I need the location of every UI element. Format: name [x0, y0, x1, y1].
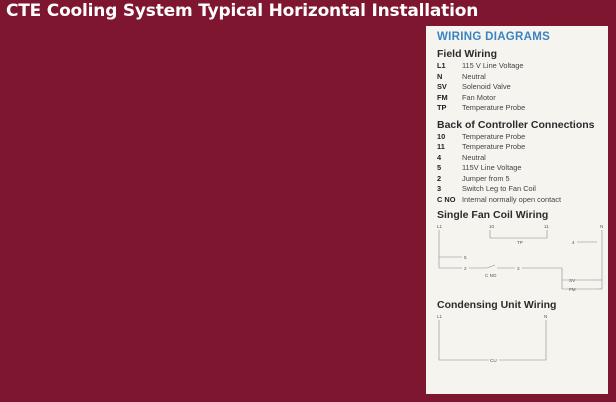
legend-code: 5 [437, 163, 442, 172]
list-item [437, 61, 608, 72]
list-item [437, 184, 608, 195]
condensing-unit-cu-label: CU [490, 358, 497, 363]
legend-desc: Temperature Probe [462, 103, 526, 112]
field-wiring-title: Field Wiring [437, 48, 497, 60]
list-item [437, 142, 608, 153]
terminal-11-label: 11 [544, 224, 549, 229]
legend-code: C NO [437, 194, 456, 204]
contact-cno-label: C NO [485, 273, 497, 278]
legend-desc: Internal normally open contact [462, 194, 562, 204]
terminal-4-label: 4 [572, 240, 575, 245]
legend-code: 3 [437, 184, 442, 193]
legend-code: FM [437, 92, 448, 102]
fan-motor-fm-label: FM [569, 287, 576, 292]
page-title: CTE Cooling System Typical Horizontal Installation [6, 1, 479, 21]
legend-desc: Neutral [462, 152, 486, 162]
solenoid-sv-label: SV [569, 278, 576, 283]
terminal-n-label: N [600, 224, 604, 229]
list-item [437, 153, 608, 164]
legend-desc: 115 V Line Voltage [462, 61, 524, 70]
legend-code: TP [437, 103, 447, 112]
condensing-unit-wiring-diagram [437, 312, 605, 368]
list-item [437, 72, 608, 83]
legend-code: 10 [437, 131, 446, 141]
list-item [437, 174, 608, 185]
list-item [437, 103, 608, 114]
legend-code: L1 [437, 61, 446, 70]
list-item [437, 132, 608, 143]
legend-desc: Jumper from 5 [462, 173, 510, 183]
controller-connections-list [437, 132, 608, 206]
legend-code: N [437, 71, 443, 81]
single-fan-coil-title: Single Fan Coil Wiring [437, 209, 549, 221]
terminal-2-label: 2 [464, 266, 467, 271]
condensing-unit-title: Condensing Unit Wiring [437, 299, 557, 311]
legend-desc: Switch Leg to Fan Coil [462, 184, 536, 193]
legend-desc: Solenoid Valve [462, 82, 511, 91]
legend-code: 4 [437, 152, 442, 162]
legend-desc: 115V Line Voltage [462, 163, 522, 172]
terminal-l1-label: L1 [437, 224, 443, 229]
fan-coil-wiring-diagram [437, 222, 605, 298]
legend-code: 11 [437, 142, 445, 151]
legend-desc: Fan Motor [462, 92, 496, 102]
field-wiring-list [437, 61, 608, 114]
list-item [437, 163, 608, 174]
legend-desc: Temperature Probe [462, 131, 526, 141]
legend-desc: Neutral [462, 71, 486, 81]
legend-code: SV [437, 82, 447, 91]
list-item [437, 195, 608, 206]
probe-tp-label: TP [517, 240, 523, 245]
terminal-10-label: 10 [489, 224, 495, 229]
legend-desc: Temperature Probe [462, 142, 526, 151]
terminal-5-label: 5 [464, 255, 467, 260]
terminal-3-label: 3 [517, 266, 520, 271]
list-item [437, 93, 608, 104]
legend-code: 2 [437, 173, 442, 183]
cu-terminal-l1-label: L1 [437, 314, 443, 319]
condensing-unit-wires [439, 320, 546, 360]
wiring-diagrams-panel [426, 26, 608, 394]
cu-terminal-n-label: N [544, 314, 548, 319]
controller-connections-title: Back of Controller Connections [437, 118, 595, 131]
panel-heading: WIRING DIAGRAMS [437, 31, 551, 43]
list-item [437, 82, 608, 93]
